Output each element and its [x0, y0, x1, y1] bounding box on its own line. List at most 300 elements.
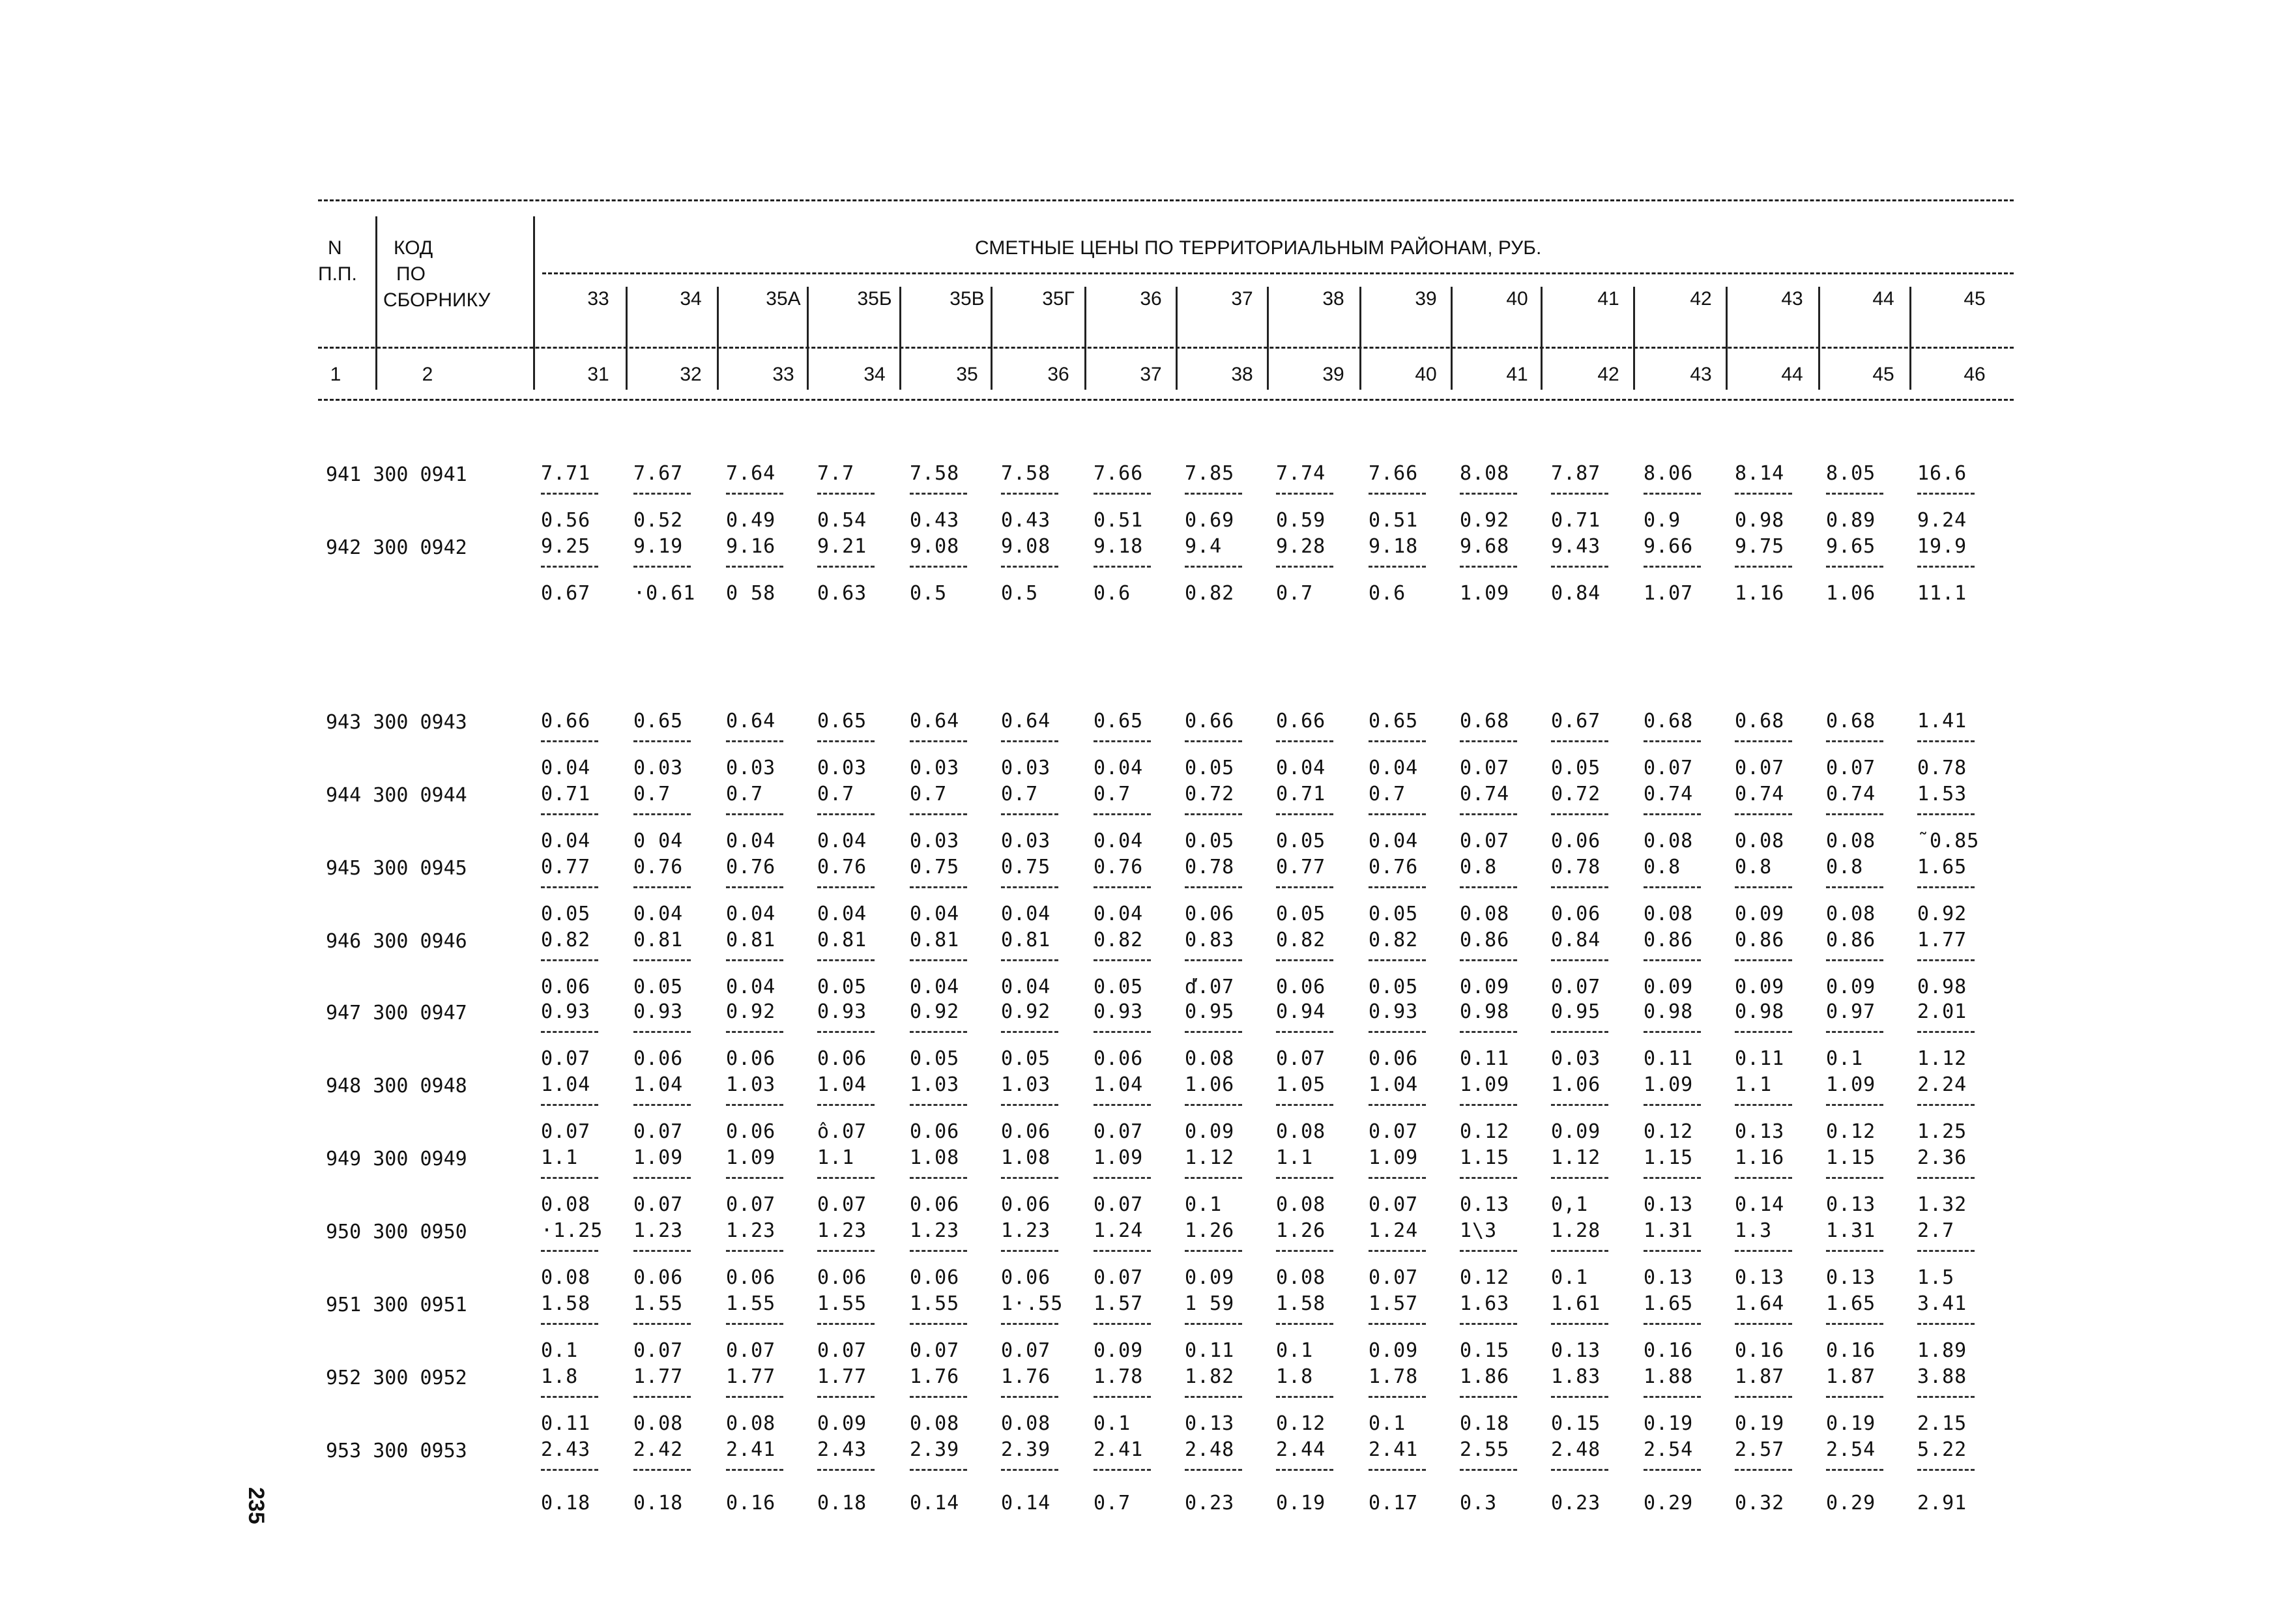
- price-value: 9.18: [1369, 535, 1419, 558]
- price-value: 1.31: [1644, 1219, 1694, 1242]
- numbering-divider: [533, 361, 535, 390]
- fraction-line: [541, 1177, 598, 1179]
- wage-value: 0.98: [1917, 976, 1967, 998]
- price-value: 1.12: [1551, 1146, 1601, 1169]
- price-value: ·1.25: [541, 1219, 603, 1242]
- price-value: 2.39: [1001, 1438, 1051, 1461]
- fraction-line: [633, 1104, 691, 1106]
- fraction-line: [541, 1469, 598, 1471]
- price-value: 9.18: [1094, 535, 1144, 558]
- price-value: 0.74: [1735, 783, 1785, 805]
- fraction-line: [726, 1250, 783, 1252]
- price-value: 1.09: [633, 1146, 684, 1169]
- wage-value: 0.08: [1644, 830, 1694, 852]
- wage-value: 0.09: [1735, 903, 1785, 925]
- fraction-line: [1735, 813, 1792, 815]
- fraction-line: [1094, 566, 1151, 568]
- numbering-divider: [899, 361, 901, 390]
- fraction-line: [910, 1396, 967, 1398]
- wage-value: 0.05: [1185, 830, 1235, 852]
- price-value: 0.82: [1369, 929, 1419, 951]
- wage-value: 0.06: [1276, 976, 1326, 998]
- fraction-line: [1094, 1250, 1151, 1252]
- price-value: 0.7: [726, 783, 764, 805]
- fraction-line: [541, 959, 598, 961]
- wage-value: 0.13: [1644, 1193, 1694, 1216]
- fraction-line: [1735, 1323, 1792, 1325]
- price-value: 1.04: [633, 1073, 684, 1096]
- fraction-line: [1001, 1031, 1058, 1033]
- price-value: 9.65: [1826, 535, 1876, 558]
- wage-value: 0.1: [1551, 1266, 1589, 1289]
- fraction-line: [541, 886, 598, 888]
- wage-value: 0.09: [1460, 976, 1510, 998]
- wage-value: 0.16: [1735, 1339, 1785, 1362]
- fraction-line: [1551, 1396, 1608, 1398]
- wage-value: 0.9: [1644, 509, 1681, 532]
- wage-value: 0.05: [1276, 830, 1326, 852]
- wage-value: 0.07: [1369, 1266, 1419, 1289]
- wage-value: 0.06: [726, 1047, 776, 1070]
- wage-value: 0.07: [817, 1339, 867, 1362]
- price-value: 0.93: [541, 1000, 591, 1023]
- fraction-line: [1460, 493, 1517, 495]
- wage-value: 0.03: [633, 757, 684, 779]
- fraction-line: [817, 1323, 875, 1325]
- fraction-line: [541, 566, 598, 568]
- fraction-line: [1369, 813, 1426, 815]
- fraction-line: [1551, 1177, 1608, 1179]
- fraction-line: [1644, 1323, 1701, 1325]
- price-value: 1.88: [1644, 1365, 1694, 1388]
- fraction-line: [1185, 1323, 1242, 1325]
- wage-value: 0.09: [1735, 976, 1785, 998]
- document-page: N П.П. КОД ПО СБОРНИКУ СМЕТНЫЕ ЦЕНЫ ПО ТЕРРИТОРИАЛЬНЫМ РАЙОНАМ, РУБ. 33 34 35А 35Б 35В 35Г 36 37 38 39 40 41 42 43 44 45 1 2 31 32 33 34 35 36 37 38 39 40 41 42 43 44 45 46 941 300 0941 7.71 7.67 7.64 7.7 7.58 7.58 7.66 7.85 7.74 7.66 8.08 7.87 8.06 8.14 8.05 16.6 0.56 0.52 0.49 0.54 0.43 0.43 0.51 0.69 0.59 0.51 0.92 0.71 0.9 0.98 0.89 9.24 942 300 0942 9.25 9.19 9.16 9.21 9.08 9.08 9.18 9.4 9.28 9.18 9.68 9.43 9.66 9.75 9.65 19.9 0.67 ·0.61 0 58 0.63 0.5 0.5 0.6 0.82 0.7 0.6 1.09 0.84 1.07 1.16 1.06 11.1 943 300 0943 0.66 0.65 0.64 0.65 0.64 0.64 0.65 0.66 0.66 0.65 0.68 0.67 0.68 0.68 0.68 1.41 0.04 0.03 0.03 0.03 0.03 0.03 0.04 0.05 0.04 0.04 0.07 0.05 0.07 0.07 0.07 0.78 944 300 0944 0.71 0.7 0.7 0.7 0.7 0.7 0.7 0.72 0.71 0.7 0.74 0.72 0.74 0.74 0.74 1.53 0.04 0 04 0.04 0.04 0.03 0.03 0.04 0.05 0.05 0.04 0.07 0.06 0.08 0.08 0.08 ˜0.85 945 300 0945 0.77 0.76 0.76 0.76 0.75 0.75 0.76 0.78 0.77 0.76 0.8 0.78 0.8 0.8 0.8 1.65 0.05 0.04 0.04 0.04 0.04 0.04 0.04 0.06 0.05 0.05 0.08 0.06 0.08 0.09 0.08 0.92 946 300 0946 0.82 0.81 0.81 0.81 0.81 0.81 0.82 0.83 0.82 0.82 0.86 0.84 0.86 0.86 0.86 1.77 0.06 0.05 0.04 0.05 0.04 0.04 0.05 ď.07 0.06 0.05 0.09 0.07 0.09 0.09 0.09 0.98 947 300 0947 0.93 0.93 0.92 0.93 0.92 0.92 0.93 0.95 0.94 0.93 0.98 0.95 0.98 0.98 0.97 2.01 0.07 0.06 0.06 0.06 0.05 0.05 0.06 0.08 0.07 0.06 0.11 0.03 0.11 0.11 0.1 1.12 948 300 0948 1.04 1.04 1.03 1.04 1.03 1.03 1.04 1.06 1.05 1.04 1.09 1.06 1.09 1.1 1.09 2.24 0.07 0.07 0.06 ô.07 0.06 0.06 0.07 0.09 0.08 0.07 0.12 0.09 0.12 0.13 0.12 1.25 949 300 0949 1.1 1.09 1.09 1.1 1.08 1.08 1.09 1.12 1.1 1.09 1.15 1.12 1.15 1.16 1.15 2.36 0.08 0.07 0.07 0.07 0.06 0.06 0.07 0.1 0.08 0.07 0.13 0,1 0.13 0.14 0.13 1.32 950 300 0950 ·1.25 1.23 1.23 1.23 1.23 1.23 1.24 1.26 1.26 1.24 1\3 1.28 1.31 1.3 1.31 2.7 0.08 0.06 0.06 0.06 0.06 0.06 0.07 0.09 0.08 0.07 0.12 0.1 0.13 0.13 0.13 1.5 951 300 0951 1.58 1.55 1.55 1.55 1.55 1·.55 1.57 1 59 1.58 1.57 1.63 1.61 1.65 1.64 1.65 3.41 0.1 0.07 0.07 0.07 0.07 0.07 0.09 0.11 0.1 0.09 0.15 0.13 0.16 0.16 0.16 1.89 952 300 0952 1.8 1.77 1.77 1.77 1.76 1.76 1.78 1.82 1.8 1.78 1.86 1.83 1.88 1.87 1.87 3.88 0.11 0.08 0.08 0.09 0.08 0.08 0.1 0.13 0.12 0.1 0.18 0.15 0.19 0.19 0.19 2.15 953 300 0953 2.43 2.42 2.41 2.43 2.39 2.39 2.41 2.48 2.44 2.41 2.55 2.48 2.54 2.57 2.54 5.22 0.18 0.18 0.16 0.18 0.14 0.14 0.7 0.23 0.19 0.17 0.3 0.23 0.29 0.32 0.29 2.91 235: [0, 0, 2290, 1624]
- wage-value: 0.18: [1460, 1412, 1510, 1435]
- price-value: 0.82: [1276, 929, 1326, 951]
- price-value: 1.09: [1644, 1073, 1694, 1096]
- fraction-line: [1185, 1396, 1242, 1398]
- price-value: 0.86: [1735, 929, 1785, 951]
- wage-value: 0.05: [1185, 757, 1235, 779]
- price-value: 7.7: [817, 462, 855, 485]
- fraction-line: [1276, 1323, 1333, 1325]
- fraction-line: [1826, 813, 1883, 815]
- price-value: 0.93: [1094, 1000, 1144, 1023]
- wage-value: 0.51: [1369, 509, 1419, 532]
- row-code: 950 300 0950: [326, 1221, 467, 1243]
- price-value: 0.98: [1460, 1000, 1510, 1023]
- price-value: 0.74: [1644, 783, 1694, 805]
- wage-value: 0.08: [1826, 830, 1876, 852]
- price-value: 1.8: [541, 1365, 579, 1388]
- fraction-line: [1644, 1469, 1701, 1471]
- wage-value: 0.07: [1276, 1047, 1326, 1070]
- price-value: 0.72: [1551, 783, 1601, 805]
- price-value: 7.67: [633, 462, 684, 485]
- price-value: 0.82: [1094, 929, 1144, 951]
- wage-value: 0.82: [1185, 582, 1235, 605]
- wage-value: 0.19: [1735, 1412, 1785, 1435]
- wage-value: 0.12: [1276, 1412, 1326, 1435]
- wage-value: 0.59: [1276, 509, 1326, 532]
- price-value: 0.76: [1094, 856, 1144, 878]
- price-value: 0.93: [1369, 1000, 1419, 1023]
- wage-value: 0.43: [910, 509, 960, 532]
- fraction-line: [1276, 1031, 1333, 1033]
- wage-value: 0.7: [1094, 1492, 1131, 1515]
- wage-value: 0.08: [1276, 1266, 1326, 1289]
- header-top-rule: [318, 199, 2014, 201]
- price-value: 1.06: [1551, 1073, 1601, 1096]
- wage-value: 0.12: [1826, 1120, 1876, 1143]
- price-value: 1.23: [910, 1219, 960, 1242]
- fraction-line: [633, 1396, 691, 1398]
- wage-value: 0.06: [910, 1193, 960, 1216]
- header-code: КОД: [394, 237, 433, 259]
- wage-value: 0.07: [910, 1339, 960, 1362]
- wage-value: 0.52: [633, 509, 684, 532]
- fraction-line: [1735, 1469, 1792, 1471]
- wage-value: 0.04: [541, 830, 591, 852]
- fraction-line: [726, 959, 783, 961]
- wage-value: 0.07: [726, 1193, 776, 1216]
- fraction-line: [1551, 959, 1608, 961]
- wage-value: 0.04: [541, 757, 591, 779]
- wage-value: 0.07: [1644, 757, 1694, 779]
- fraction-line: [1276, 493, 1333, 495]
- wage-value: 0.5: [910, 582, 948, 605]
- wage-value: 0.15: [1551, 1412, 1601, 1435]
- wage-value: 1.07: [1644, 582, 1694, 605]
- fraction-line: [1917, 566, 1975, 568]
- price-value: 0.8: [1460, 856, 1498, 878]
- wage-value: 0.69: [1185, 509, 1235, 532]
- wage-value: 0.13: [1460, 1193, 1510, 1216]
- fraction-line: [1917, 1104, 1975, 1106]
- price-value: 1.77: [726, 1365, 776, 1388]
- fraction-line: [1185, 566, 1242, 568]
- wage-value: 0.15: [1460, 1339, 1510, 1362]
- price-value: 16.6: [1917, 462, 1967, 485]
- fraction-line: [1735, 1250, 1792, 1252]
- header-n: N: [328, 237, 342, 259]
- wage-value: 0 04: [633, 830, 684, 852]
- price-value: 1.24: [1369, 1219, 1419, 1242]
- price-value: 0.76: [726, 856, 776, 878]
- wage-value: 0.04: [817, 903, 867, 925]
- price-value: 1.09: [1369, 1146, 1419, 1169]
- price-value: 1.06: [1185, 1073, 1235, 1096]
- fraction-line: [1551, 493, 1608, 495]
- wage-value: 0.04: [1369, 757, 1419, 779]
- header-po: ПО: [396, 263, 426, 285]
- price-value: 2.41: [1369, 1438, 1419, 1461]
- price-value: 0.84: [1551, 929, 1601, 951]
- wage-value: 0.98: [1735, 509, 1785, 532]
- fraction-line: [1644, 886, 1701, 888]
- price-value: 0.76: [817, 856, 867, 878]
- price-value: 2.36: [1917, 1146, 1967, 1169]
- wage-value: 0.14: [1735, 1193, 1785, 1216]
- price-value: 1 59: [1185, 1292, 1235, 1315]
- price-value: 1.57: [1094, 1292, 1144, 1315]
- wage-value: 0.51: [1094, 509, 1144, 532]
- fraction-line: [1185, 1469, 1242, 1471]
- fraction-line: [726, 886, 783, 888]
- row-code: 941 300 0941: [326, 463, 467, 486]
- wage-value: 0,1: [1551, 1193, 1589, 1216]
- fraction-line: [1001, 1396, 1058, 1398]
- fraction-line: [1276, 1469, 1333, 1471]
- wage-value: 0.13: [1644, 1266, 1694, 1289]
- fraction-line: [1735, 1104, 1792, 1106]
- numbering-divider: [1909, 361, 1911, 390]
- fraction-line: [1735, 1396, 1792, 1398]
- fraction-line: [1460, 959, 1517, 961]
- wage-value: 0.23: [1551, 1492, 1601, 1515]
- row-code: 949 300 0949: [326, 1148, 467, 1170]
- price-value: 0.92: [726, 1000, 776, 1023]
- fraction-line: [1094, 1396, 1151, 1398]
- fraction-line: [817, 566, 875, 568]
- price-value: 2.54: [1644, 1438, 1694, 1461]
- wage-value: 0.07: [633, 1120, 684, 1143]
- wage-value: 0.07: [541, 1120, 591, 1143]
- price-value: 0.7: [633, 783, 671, 805]
- wage-value: 0.06: [1094, 1047, 1144, 1070]
- wage-value: 0.04: [1276, 757, 1326, 779]
- wage-value: 0.32: [1735, 1492, 1785, 1515]
- price-value: 1.09: [726, 1146, 776, 1169]
- price-value: 9.75: [1735, 535, 1785, 558]
- fraction-line: [1001, 493, 1058, 495]
- price-value: 7.71: [541, 462, 591, 485]
- wage-value: 0.08: [1185, 1047, 1235, 1070]
- numbering-divider: [991, 361, 993, 390]
- fraction-line: [1001, 959, 1058, 961]
- price-value: 1.1: [817, 1146, 855, 1169]
- price-value: 0.64: [726, 710, 776, 732]
- fraction-line: [1460, 886, 1517, 888]
- wage-value: 0.13: [1735, 1120, 1785, 1143]
- fraction-line: [633, 1250, 691, 1252]
- row-code: 942 300 0942: [326, 536, 467, 559]
- wage-value: 0.06: [1001, 1120, 1051, 1143]
- wage-value: 0.07: [1551, 976, 1601, 998]
- fraction-line: [1826, 1250, 1883, 1252]
- fraction-line: [1551, 1104, 1608, 1106]
- price-value: 7.58: [910, 462, 960, 485]
- fraction-line: [633, 886, 691, 888]
- fraction-line: [1276, 566, 1333, 568]
- fraction-line: [817, 1031, 875, 1033]
- wage-value: 0.19: [1276, 1492, 1326, 1515]
- price-value: 1.1: [541, 1146, 579, 1169]
- fraction-line: [1001, 1250, 1058, 1252]
- price-value: 1.58: [1276, 1292, 1326, 1315]
- price-value: 1.55: [726, 1292, 776, 1315]
- fraction-line: [1185, 959, 1242, 961]
- price-value: 1.82: [1185, 1365, 1235, 1388]
- wage-value: 0.04: [910, 903, 960, 925]
- wage-value: 0.13: [1826, 1266, 1876, 1289]
- wage-value: 0.04: [1001, 903, 1051, 925]
- price-value: 1.04: [1094, 1073, 1144, 1096]
- fraction-line: [1735, 740, 1792, 742]
- price-value: 0.72: [1185, 783, 1235, 805]
- wage-value: ˜0.85: [1917, 830, 1980, 852]
- fraction-line: [541, 1250, 598, 1252]
- fraction-line: [1551, 1469, 1608, 1471]
- fraction-line: [1551, 1031, 1608, 1033]
- price-value: 2.48: [1551, 1438, 1601, 1461]
- price-value: 8.06: [1644, 462, 1694, 485]
- page-number: 235: [244, 1487, 268, 1524]
- price-value: 1.1: [1735, 1073, 1773, 1096]
- price-value: 1.26: [1276, 1219, 1326, 1242]
- price-value: 2.7: [1917, 1219, 1955, 1242]
- price-value: 1.23: [817, 1219, 867, 1242]
- wage-value: 0.07: [1094, 1193, 1144, 1216]
- wage-value: 0.03: [726, 757, 776, 779]
- fraction-line: [1185, 1104, 1242, 1106]
- wage-value: 0.07: [633, 1193, 684, 1216]
- price-value: 9.08: [1001, 535, 1051, 558]
- wage-value: 2.15: [1917, 1412, 1967, 1435]
- fraction-line: [1551, 740, 1608, 742]
- price-value: 1.03: [1001, 1073, 1051, 1096]
- fraction-line: [1185, 1250, 1242, 1252]
- price-value: 0.82: [541, 929, 591, 951]
- wage-value: 0.04: [1369, 830, 1419, 852]
- fraction-line: [1826, 1177, 1883, 1179]
- fraction-line: [817, 959, 875, 961]
- price-value: 0.64: [1001, 710, 1051, 732]
- wage-value: 0.08: [541, 1193, 591, 1216]
- price-value: 1.8: [1276, 1365, 1314, 1388]
- wage-value: 0.09: [1185, 1266, 1235, 1289]
- price-value: 2.48: [1185, 1438, 1235, 1461]
- fraction-line: [1917, 1177, 1975, 1179]
- header-pp: П.П.: [318, 263, 357, 285]
- fraction-line: [910, 493, 967, 495]
- wage-value: 0.07: [1826, 757, 1876, 779]
- price-value: 1.65: [1644, 1292, 1694, 1315]
- wage-value: 0.11: [1735, 1047, 1785, 1070]
- fraction-line: [726, 1104, 783, 1106]
- price-value: 1.58: [541, 1292, 591, 1315]
- price-value: 1.12: [1185, 1146, 1235, 1169]
- wage-value: 0.08: [1644, 903, 1694, 925]
- price-value: 0.86: [1826, 929, 1876, 951]
- fraction-line: [817, 493, 875, 495]
- row-code: 951 300 0951: [326, 1294, 467, 1316]
- fraction-line: [633, 740, 691, 742]
- price-value: 1·.55: [1001, 1292, 1064, 1315]
- wage-value: 1.06: [1826, 582, 1876, 605]
- fraction-line: [726, 1031, 783, 1033]
- fraction-line: [1001, 886, 1058, 888]
- price-value: 1.31: [1826, 1219, 1876, 1242]
- wage-value: 0.07: [1094, 1120, 1144, 1143]
- wage-value: 0.11: [1185, 1339, 1235, 1362]
- wage-value: 0.49: [726, 509, 776, 532]
- price-value: 9.28: [1276, 535, 1326, 558]
- price-value: 0.86: [1644, 929, 1694, 951]
- fraction-line: [1369, 1396, 1426, 1398]
- wage-value: 0.03: [1551, 1047, 1601, 1070]
- wage-value: 0.05: [1551, 757, 1601, 779]
- price-value: 9.25: [541, 535, 591, 558]
- fraction-line: [910, 1031, 967, 1033]
- wage-value: 2.91: [1917, 1492, 1967, 1515]
- numbering-divider: [1818, 361, 1820, 390]
- wage-value: 0.19: [1644, 1412, 1694, 1435]
- fraction-line: [1369, 1323, 1426, 1325]
- wage-value: 0.06: [910, 1266, 960, 1289]
- wage-value: 1.09: [1460, 582, 1510, 605]
- wage-value: 0.06: [817, 1047, 867, 1070]
- wage-value: 0.06: [1369, 1047, 1419, 1070]
- wage-value: 0.04: [1001, 976, 1051, 998]
- fraction-line: [726, 1177, 783, 1179]
- fraction-line: [1369, 886, 1426, 888]
- header-divider: [533, 216, 535, 377]
- wage-value: 0.07: [1460, 757, 1510, 779]
- price-value: 1.15: [1460, 1146, 1510, 1169]
- fraction-line: [1644, 813, 1701, 815]
- fraction-line: [633, 566, 691, 568]
- wage-value: 0.05: [1369, 976, 1419, 998]
- fraction-line: [1917, 959, 1975, 961]
- row-code: 944 300 0944: [326, 784, 467, 807]
- wage-value: 0.06: [1001, 1266, 1051, 1289]
- wage-value: 0.06: [910, 1120, 960, 1143]
- price-value: 8.05: [1826, 462, 1876, 485]
- wage-value: 0.06: [726, 1120, 776, 1143]
- wage-value: 0.1: [1369, 1412, 1406, 1435]
- wage-value: 0.09: [1826, 976, 1876, 998]
- price-value: 1.86: [1460, 1365, 1510, 1388]
- numbering-divider: [1359, 361, 1361, 390]
- wage-value: 0.12: [1460, 1120, 1510, 1143]
- fraction-line: [1276, 959, 1333, 961]
- price-value: 2.41: [1094, 1438, 1144, 1461]
- price-value: 0.86: [1460, 929, 1510, 951]
- price-value: 1.78: [1094, 1365, 1144, 1388]
- price-value: 0.68: [1826, 710, 1876, 732]
- price-value: 0.97: [1826, 1000, 1876, 1023]
- fraction-line: [1644, 740, 1701, 742]
- price-value: 1.55: [910, 1292, 960, 1315]
- price-value: 0.75: [1001, 856, 1051, 878]
- wage-value: 0.08: [910, 1412, 960, 1435]
- fraction-line: [1735, 566, 1792, 568]
- wage-value: 0.5: [1001, 582, 1039, 605]
- fraction-line: [1644, 1104, 1701, 1106]
- price-value: 0.68: [1644, 710, 1694, 732]
- price-value: 7.87: [1551, 462, 1601, 485]
- price-value: 1\3: [1460, 1219, 1498, 1242]
- wage-value: 0.03: [910, 830, 960, 852]
- fraction-line: [1001, 1323, 1058, 1325]
- fraction-line: [541, 1396, 598, 1398]
- wage-value: 0.1: [1826, 1047, 1864, 1070]
- fraction-line: [1917, 1323, 1975, 1325]
- fraction-line: [1917, 1469, 1975, 1471]
- fraction-line: [633, 1323, 691, 1325]
